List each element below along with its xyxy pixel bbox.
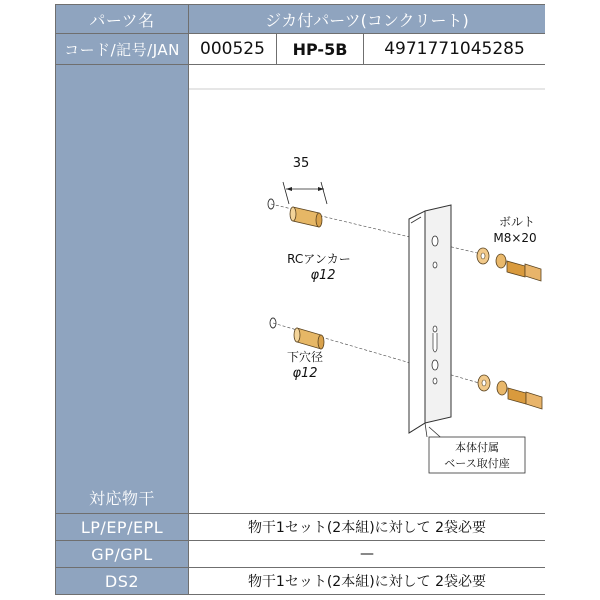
compat-label: 対応物干 (88, 489, 155, 508)
jan-code: 4971771045285 (364, 34, 545, 64)
base-label-line2: ベース取付座 (444, 457, 510, 470)
base-bracket (409, 205, 451, 437)
anchor-diagram (189, 65, 545, 513)
lower-bolt-assembly (478, 375, 542, 409)
base-label-line1: 本体付属 (455, 441, 499, 454)
product-symbol: HP-5B (277, 34, 363, 64)
compat-model-2: GP/GPL (56, 541, 188, 567)
code-label: コード/記号/JAN (56, 34, 188, 64)
spec-sheet (55, 4, 545, 595)
diagram-area (189, 65, 545, 513)
hole-size: φ12 (292, 366, 318, 381)
lower-rc-anchor (294, 328, 324, 349)
compat-model-3: DS2 (56, 568, 188, 594)
upper-bolt-assembly (477, 248, 541, 281)
dimension-label: 35 (292, 156, 310, 171)
compat-requirement-2: — (189, 541, 545, 567)
bolt-size: M8×20 (493, 231, 537, 245)
compat-requirement-3: 物干1セット(2本組)に対して 2袋必要 (189, 568, 545, 594)
parts-name-label: パーツ名 (56, 5, 188, 33)
compat-requirement-1: 物干1セット(2本組)に対して 2袋必要 (189, 514, 545, 540)
upper-rc-anchor (290, 207, 322, 227)
bolt-label: ボルト (498, 215, 536, 229)
product-code: 000525 (189, 34, 276, 64)
anchor-label: RCアンカー (287, 252, 351, 266)
anchor-size: φ12 (310, 268, 336, 283)
hole-label: 下穴径 (286, 350, 324, 364)
parts-name-value: ジカ付パーツ(コンクリート) (189, 5, 545, 33)
compat-label-cell (56, 65, 188, 513)
compat-model-1: LP/EP/EPL (56, 514, 188, 540)
